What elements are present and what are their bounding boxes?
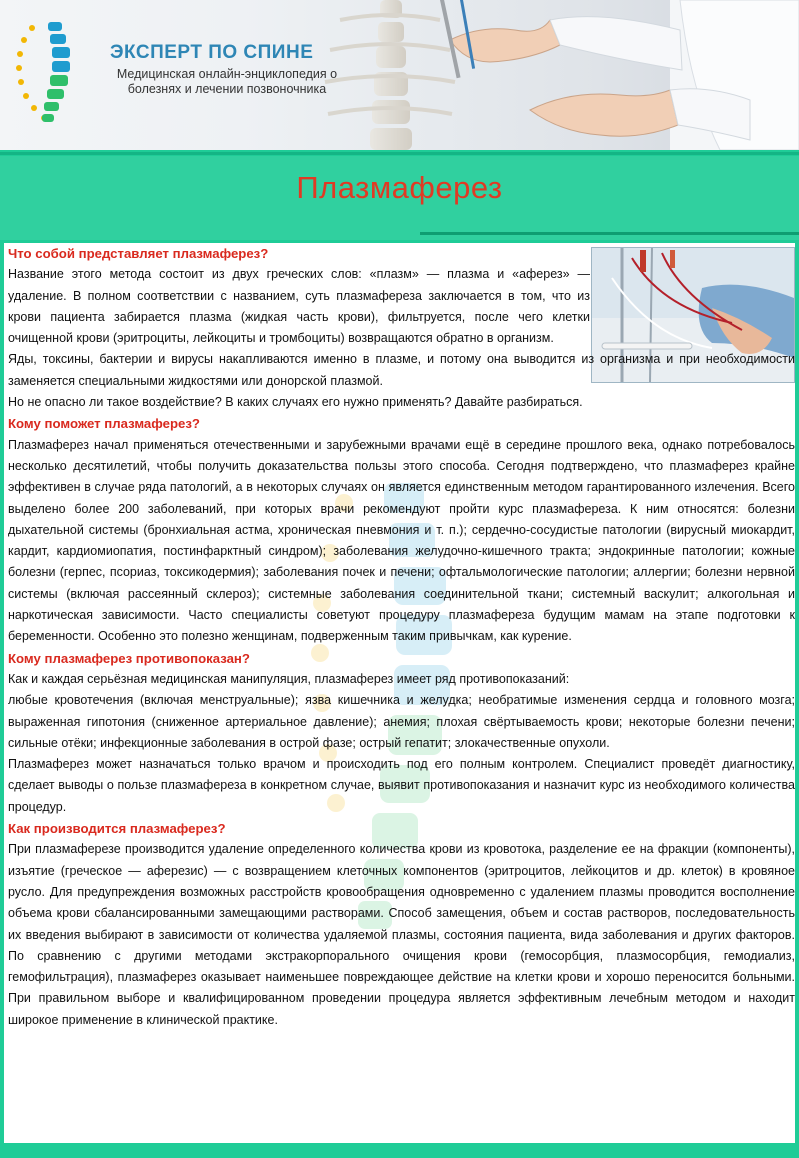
brand-title: ЭКСПЕРТ ПО СПИНЕ	[110, 42, 314, 63]
section-heading-contraindications: Кому плазмаферез противопоказан?	[8, 650, 250, 666]
paragraph: Но не опасно ли такое воздействие? В каких случаях его нужно применять? Давайте разбираться.	[8, 395, 583, 410]
brand-subtitle: Медицинская онлайн-энциклопедия о болезнях и лечении позвоночника	[116, 67, 338, 96]
paragraph: Плазмаферез начал применяться отечественными и зарубежными врачами ещё в середине прошлого века, однако потребовалось несколько десятилетий, чтобы получить доказательства пользы этого способа. Сегодня подтверждено, что плазмаферез крайне эффективен в случае ряда патологий, а в некоторых случаях он является единственным методом гарантированного излечения. Всего выделено более 200 заболеваний, при которых врачи рекомендуют пройти курс плазмафереза. К ним относятся: болезни дыхательной системы (бронхиальная астма, хроническая пневмония и т. п.); сердечно-сосудистые патологии (вирусный миокардит, кардит, кардиомиопатия, постинфарктный синдром); заболевания желудочно-кишечного тракта; эндокринные патологии; кожные болезни (герпес, псориаз, токсикодермия); заболевания почек и печени; офтальмологические патологии; аллергии; болезни нервной системы (включая рассеянный склероз); системные заболевания соединительной ткани; системный васкулит; алкогольная и наркотическая зависимости. Часто специалисты советуют процедуру плазмафереза будущим мамам на этапе подготовки к беременности. Особенно это полезно женщинам, подверженным таким привычкам, как курение.	[8, 437, 795, 644]
band-divider-top	[0, 152, 799, 155]
article-text	[4, 243, 795, 1031]
paragraph: Яды, токсины, бактерии и вирусы накапливаются именно в плазме, и потому она выводится из организма и при необходимости заменяется специальными жидкостями или донорской плазмой.	[8, 352, 795, 388]
paragraph: любые кровотечения (включая менструальные); язва кишечника и желудка; необратимые изменения сердца и головного мозга; выраженная гипотония (сниженное артериальное давление); анемия; плохая свёртываемость крови; некоторые болезни печени; сильные отёки; инфекционные заболевания в острой фазе; острый гепатит; злокачественные опухоли.	[8, 693, 795, 750]
page-title: Плазмаферез	[296, 170, 503, 205]
spine-logo-icon	[14, 18, 84, 128]
article-content	[4, 243, 795, 1143]
paragraph: Название этого метода состоит из двух греческих слов: «плазм» — плазма и «аферез» — удаление. В полном соответствии с названием, суть плазмафереза заключается в том, что из крови пациента забирается плазма (жидкая часть крови), фильтруется, после чего клетки очищенной крови (эритроциты, лейкоциты и тромбоциты) возвращаются обратно в организм.	[8, 267, 590, 346]
paragraph: Как и каждая серьёзная медицинская манипуляция, плазмаферез имеет ряд противопоказаний:	[8, 671, 570, 686]
doctor-hands-image	[420, 0, 799, 150]
paragraph: При плазмаферезе производится удаление определенного количества крови из кровотока, разделение ее на фракции (компоненты), изъятие (греческое — аферезис) — с возвращением клеточных компонентов (эритроцитов, лейкоцитов и др. клеток) в кровяное русло. Для предупреждения возможных расстройств кровообращения одновременно с удалением плазмы проводится восполнение объема крови сбалансированными замещающими растворами. Способ замещения, объем и состав растворов, последовательность их введения выбирают в зависимости от количества удаляемой плазмы, состояния пациента, вида заболевания и других факторов. По сравнению с другими методами экстракорпорального очищения крови (гемосорбция, плазмосорбция, гемодиализ, гемофильтрация), плазмаферез оказывает наименьшее повреждающее действие на клетки крови и хорошо переносится больными. При правильном выборе и квалифицированном проведении процедура является эффективным лечебным методом и находит широкое применение в клинической практике.	[8, 842, 795, 1027]
bottom-band	[0, 1143, 799, 1158]
site-header	[0, 0, 799, 150]
section-heading-how: Как производится плазмаферез?	[8, 821, 226, 837]
band-divider	[420, 232, 799, 235]
paragraph: Плазмаферез может назначаться только врачом и происходить под его полным контролем. Специалист проведёт диагностику, сделает выводы о пользе плазмафереза в конкретном случае, выявит противопоказания и назначит курс из необходимого количества процедур.	[8, 757, 795, 814]
section-heading-what: Что собой представляет плазмаферез?	[8, 246, 269, 261]
section-heading-who-helps: Кому поможет плазмаферез?	[8, 416, 200, 432]
